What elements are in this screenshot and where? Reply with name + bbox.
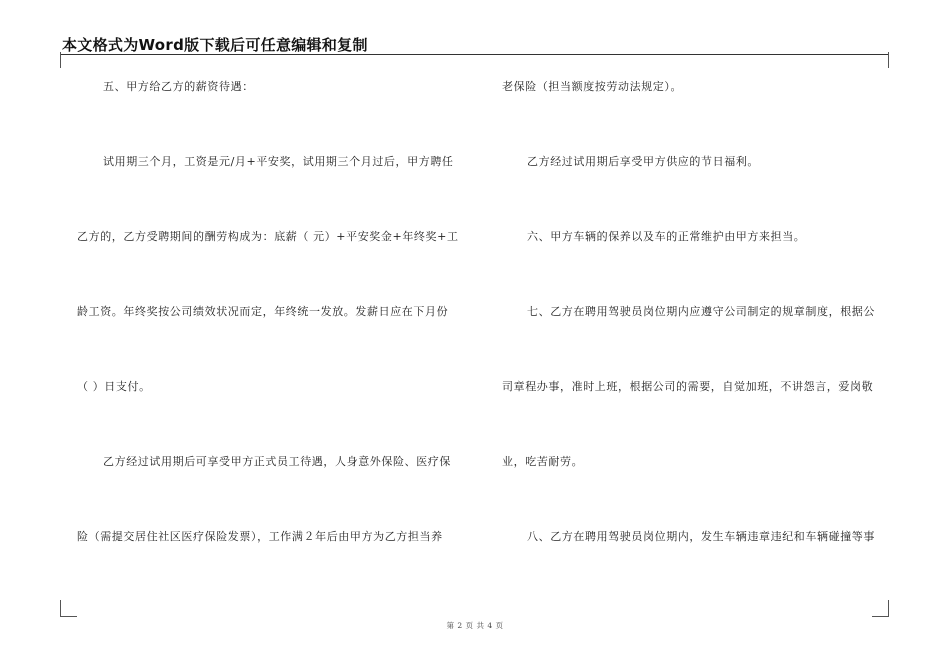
page-number-footer: 第 2 页 共 4 页	[446, 621, 504, 630]
crop-mark-bottom-left	[60, 600, 77, 617]
crop-mark-top-left	[60, 52, 77, 68]
right-column-line: 老保险（担当额度按劳动法规定）。	[502, 80, 683, 93]
crop-mark-top-right	[872, 52, 889, 68]
right-column-line: 乙方经过试用期后享受甲方供应的节日福利。	[527, 155, 759, 168]
left-column-line: （ ）日支付。	[77, 380, 151, 393]
left-column-line: 乙方的，乙方受聘期间的酬劳构成为：底薪（ 元）+平安奖金+年终奖+工	[77, 230, 459, 243]
left-column-line: 乙方经过试用期后可享受甲方正式员工待遇，人身意外保险、医疗保	[103, 455, 451, 468]
crop-mark-bottom-right	[872, 600, 889, 617]
right-column-line: 八、乙方在聘用驾驶员岗位期内，发生车辆违章违纪和车辆碰撞等事	[527, 530, 875, 543]
document-header-title: 本文格式为Word版下载后可任意编辑和复制	[62, 36, 368, 54]
right-column-line: 业，吃苦耐劳。	[502, 455, 584, 468]
left-column-line: 试用期三个月，工资是元/月+平安奖，试用期三个月过后，甲方聘任	[103, 155, 454, 168]
left-column-line: 五、甲方给乙方的薪资待遇：	[103, 80, 254, 93]
right-column-line: 六、甲方车辆的保养以及车的正常维护由甲方来担当。	[527, 230, 806, 243]
left-column-line: 险（需提交居住社区医疗保险发票），工作满２年后由甲方为乙方担当养	[77, 530, 443, 543]
header-divider	[60, 54, 888, 55]
left-column-line: 龄工资。年终奖按公司绩效状况而定，年终统一发放。发薪日应在下月份	[77, 305, 449, 318]
right-column-line: 七、乙方在聘用驾驶员岗位期内应遵守公司制定的规章制度，根据公	[527, 305, 875, 318]
right-column-line: 司章程办事，准时上班，根据公司的需要，自觉加班，不讲怨言，爱岗敬	[502, 380, 874, 393]
